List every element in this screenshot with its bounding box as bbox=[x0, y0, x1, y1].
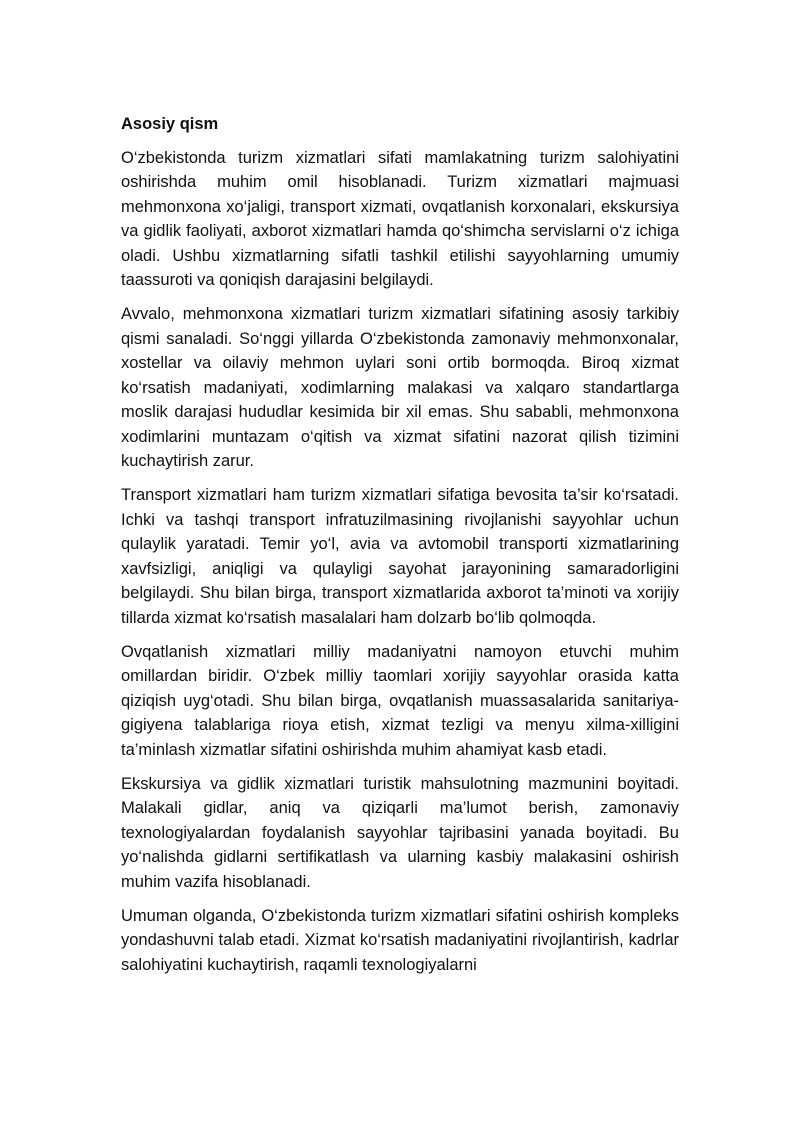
paragraph-intro: O‘zbekistonda turizm xizmatlari sifati mamlakatning turizm salohiyatini oshirishda muhim omil hisoblanadi. Turizm xizmatlari majmuasi mehmonxona xo‘jaligi, transport xizmati, ovqatlanish korxonalari, ekskursiya va gidlik faoliyati, axborot xizmatlari hamda qo‘shimcha servislarni o‘z ichiga oladi. Ushbu xizmatlarning sifatli tashkil etilishi sayyohlarning umumiy taassuroti va qoniqish darajasini belgilaydi. bbox=[121, 148, 679, 289]
paragraph-catering-services: Ovqatlanish xizmatlari milliy madaniyatni namoyon etuvchi muhim omillardan biridir. O‘zbek milliy taomlari xorijiy sayyohlar orasida katta qiziqish uyg‘otadi. Shu bilan birga, ovqatlanish muassasalarida sanitariya-gigiyena talablariga rioya etish, xizmat tezligi va menyu xilma-xilligini ta’minlash xizmatlar sifatini oshirishda muhim ahamiyat kasb etadi. bbox=[121, 642, 679, 759]
paragraph-conclusion: Umuman olganda, O‘zbekistonda turizm xizmatlari sifatini oshirish kompleks yondashuvni talab etadi. Xizmat ko‘rsatish madaniyatini rivojlantirish, kadrlar salohiyatini kuchaytirish, raqamli texnologiyalarni bbox=[121, 906, 679, 974]
paragraph-transport-services: Transport xizmatlari ham turizm xizmatlari sifatiga bevosita ta’sir ko‘rsatadi. Ichki va tashqi transport infratuzilmasining rivojlanishi sayyohlar uchun qulaylik yaratadi. Temir yo‘l, avia va avtomobil transporti xizmatlarining xavfsizligi, aniqligi va qulayligi sayohat jarayonining samaradorligini belgilaydi. Shu bilan birga, transport xizmatlarida axborot ta’minoti va xorijiy tillarda xizmat ko‘rsatish masalalari ham dolzarb bo‘lib qolmoqda. bbox=[121, 486, 679, 627]
paragraph-hotel-services: Avvalo, mehmonxona xizmatlari turizm xizmatlari sifatining asosiy tarkibiy qismi sanaladi. So‘nggi yillarda O‘zbekistonda zamonaviy mehmonxonalar, xostellar va oilaviy mehmon uylari soni ortib bormoqda. Biroq xizmat ko‘rsatish madaniyati, xodimlarning malakasi va xalqaro standartlarga moslik darajasi hududlar kesimida bir xil emas. Shu sababli, mehmonxona xodimlarini muntazam o‘qitish va xizmat sifatini nazorat qilish tizimini kuchaytirish zarur. bbox=[121, 305, 679, 470]
section-heading: Asosiy qism bbox=[121, 115, 219, 133]
paragraph-excursion-services: Ekskursiya va gidlik xizmatlari turistik mahsulotning mazmunini boyitadi. Malakali gidlar, aniq va qiziqarli ma’lumot berish, zamonaviy texnologiyalardan foydalanish sayyohlar tajribasini yanada boyitadi. Bu yo‘nalishda gidlarni sertifikatlash va ularning kasbiy malakasini oshirish muhim vazifa hisoblanadi. bbox=[121, 774, 679, 891]
document-page bbox=[121, 112, 679, 987]
